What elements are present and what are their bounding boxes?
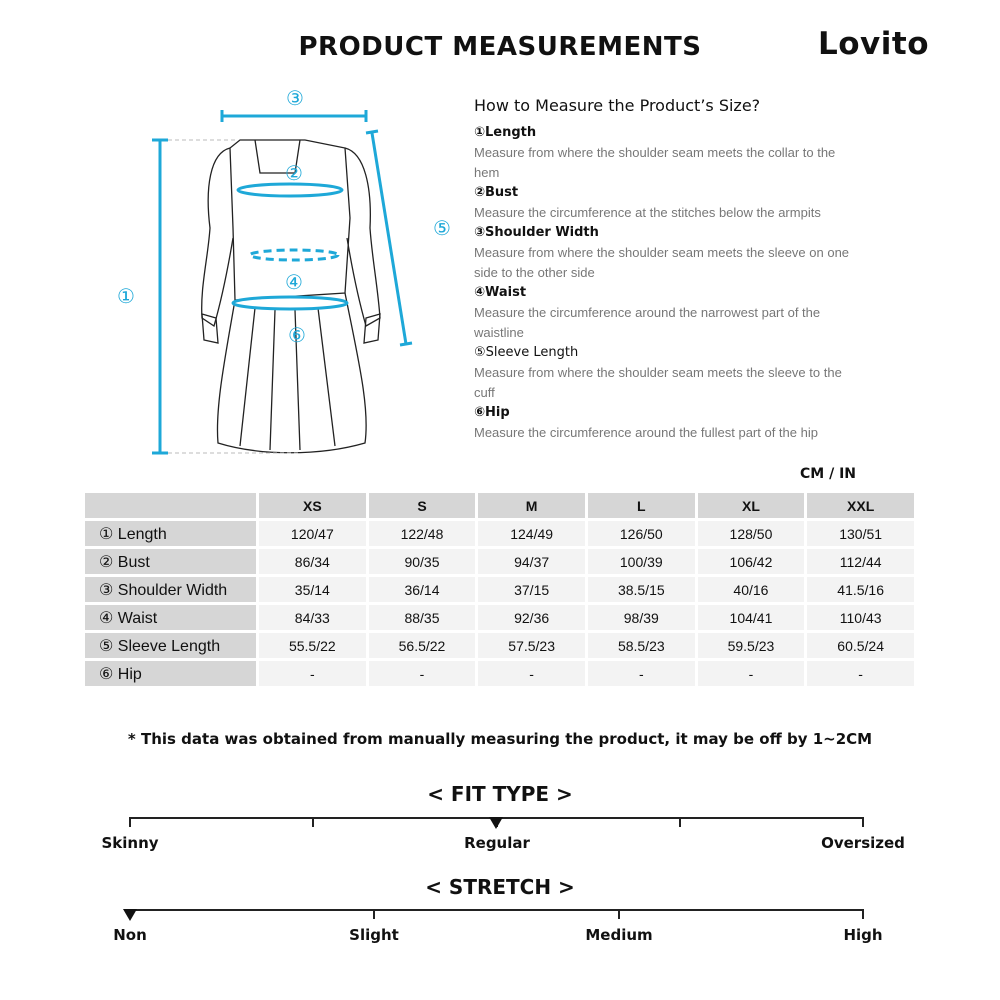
instruction-title: ⑥Hip (474, 405, 510, 420)
measurement-note: * This data was obtained from manually measuring the product, it may be off by 1~2CM (127, 730, 873, 748)
table-cell: 130/51 (807, 521, 914, 546)
marker-sleeve: ⑤ (433, 216, 451, 240)
marker-shoulder: ③ (286, 86, 304, 110)
size-table (82, 490, 917, 689)
table-row (85, 661, 914, 686)
marker-bust: ② (285, 161, 303, 185)
brand-logo: Lovito (818, 26, 930, 62)
row-label: ③ Shoulder Width (85, 577, 256, 602)
table-cell: 94/37 (478, 549, 585, 574)
table-cell: 36/14 (369, 577, 476, 602)
table-cell: 126/50 (588, 521, 695, 546)
fit-type-indicator-icon (489, 817, 503, 829)
stretch-label-non: Non (113, 926, 147, 944)
stretch-indicator-icon (123, 909, 137, 921)
table-cell: 90/35 (369, 549, 476, 574)
row-label: ⑤ Sleeve Length (85, 633, 256, 658)
dress-illustration (90, 78, 470, 478)
instruction-desc: Measure from where the shoulder seam meets the collar to the (474, 145, 836, 160)
table-cell: 57.5/23 (478, 633, 585, 658)
table-cell: - (698, 661, 805, 686)
table-cell: 110/43 (807, 605, 914, 630)
fit-type-label-oversized: Oversized (821, 834, 905, 852)
table-cell: - (807, 661, 914, 686)
instruction-desc: cuff (474, 385, 495, 400)
fit-type-title: < FIT TYPE > (427, 782, 573, 806)
table-cell: - (369, 661, 476, 686)
table-header-row (85, 493, 914, 518)
size-header: XS (259, 493, 366, 518)
table-row (85, 521, 914, 546)
instruction-length (474, 123, 914, 183)
instruction-title: ④Waist (474, 285, 527, 300)
instruction-sleeve-length (474, 343, 914, 403)
row-label: ② Bust (85, 549, 256, 574)
stretch-title: < STRETCH > (425, 875, 575, 899)
table-cell: 128/50 (698, 521, 805, 546)
stretch-tick (862, 909, 864, 919)
fit-type-label-regular: Regular (464, 834, 530, 852)
instruction-desc: side to the other side (474, 265, 595, 280)
table-cell: - (259, 661, 366, 686)
instruction-desc: waistline (474, 325, 524, 340)
instruction-hip (474, 403, 914, 443)
table-cell: 92/36 (478, 605, 585, 630)
size-header: XL (698, 493, 805, 518)
row-label: ① Length (85, 521, 256, 546)
row-label: ⑥ Hip (85, 661, 256, 686)
table-corner (85, 493, 256, 518)
fit-type-tick (862, 817, 864, 827)
instruction-bust (474, 183, 914, 223)
fit-type-tick (129, 817, 131, 827)
table-cell: 41.5/16 (807, 577, 914, 602)
instruction-desc: hem (474, 165, 500, 180)
size-header: S (369, 493, 476, 518)
table-cell: 35/14 (259, 577, 366, 602)
table-cell: 104/41 (698, 605, 805, 630)
stretch-label-high: High (843, 926, 883, 944)
table-row (85, 633, 914, 658)
table-cell: 56.5/22 (369, 633, 476, 658)
stretch-tick (373, 909, 375, 919)
table-cell: 122/48 (369, 521, 476, 546)
instruction-waist (474, 283, 914, 343)
instruction-desc: Measure the circumference at the stitches below the armpits (474, 205, 821, 220)
size-header: L (588, 493, 695, 518)
table-cell: - (478, 661, 585, 686)
row-label: ④ Waist (85, 605, 256, 630)
instruction-shoulder-width (474, 223, 914, 283)
table-cell: 106/42 (698, 549, 805, 574)
size-header: XXL (807, 493, 914, 518)
instruction-title: ②Bust (474, 185, 519, 200)
table-row (85, 577, 914, 602)
dress-diagram (90, 78, 470, 478)
table-cell: 55.5/22 (259, 633, 366, 658)
fit-type-tick (679, 817, 681, 827)
instruction-title: ①Length (474, 125, 537, 140)
table-cell: 120/47 (259, 521, 366, 546)
fit-type-label-skinny: Skinny (101, 834, 159, 852)
instructions-heading: How to Measure the Product’s Size? (474, 96, 761, 115)
table-cell: 88/35 (369, 605, 476, 630)
instruction-desc: Measure from where the shoulder seam meets the sleeve to the (474, 365, 842, 380)
table-row (85, 605, 914, 630)
size-header: M (478, 493, 585, 518)
instruction-title: ⑤Sleeve Length (474, 345, 579, 360)
instruction-title: ③Shoulder Width (474, 225, 599, 240)
table-cell: 112/44 (807, 549, 914, 574)
table-cell: 38.5/15 (588, 577, 695, 602)
table-cell: 40/16 (698, 577, 805, 602)
marker-waist: ④ (285, 270, 303, 294)
stretch-scale-line (130, 909, 864, 911)
unit-label: CM / IN (800, 466, 856, 482)
stretch-label-medium: Medium (585, 926, 653, 944)
marker-length: ① (117, 284, 135, 308)
instruction-desc: Measure the circumference around the fullest part of the hip (474, 425, 818, 440)
table-cell: 86/34 (259, 549, 366, 574)
stretch-tick (618, 909, 620, 919)
table-cell: 100/39 (588, 549, 695, 574)
table-cell: 37/15 (478, 577, 585, 602)
page-title: PRODUCT MEASUREMENTS (298, 32, 702, 62)
table-row (85, 549, 914, 574)
marker-hip: ⑥ (288, 323, 306, 347)
table-cell: 124/49 (478, 521, 585, 546)
instruction-desc: Measure from where the shoulder seam meets the sleeve on one (474, 245, 850, 260)
table-cell: 98/39 (588, 605, 695, 630)
table-cell: 58.5/23 (588, 633, 695, 658)
fit-type-tick (312, 817, 314, 827)
table-cell: 84/33 (259, 605, 366, 630)
table-cell: - (588, 661, 695, 686)
instruction-desc: Measure the circumference around the narrowest part of the (474, 305, 821, 320)
measure-instructions (474, 96, 914, 443)
table-cell: 60.5/24 (807, 633, 914, 658)
stretch-label-slight: Slight (349, 926, 399, 944)
table-cell: 59.5/23 (698, 633, 805, 658)
